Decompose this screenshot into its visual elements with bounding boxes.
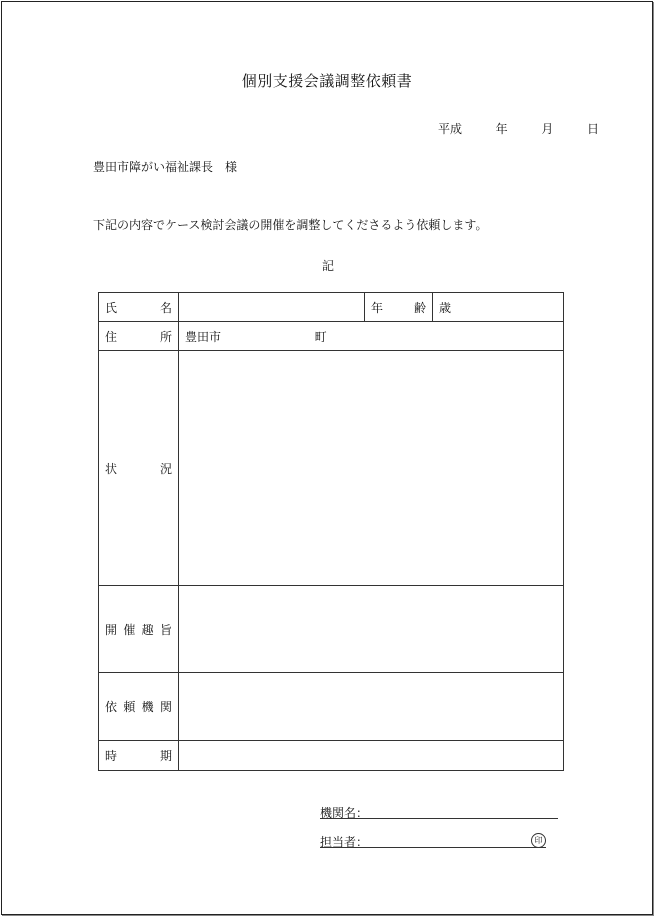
ki-heading: 記 [322,259,335,273]
row-agency [99,673,564,741]
agency-label-cell [99,673,179,741]
address-label-1: 住 [105,329,118,344]
row-name [99,293,564,322]
row-address [99,322,564,351]
period-label-cell [99,741,179,771]
person-label: 担当者： [320,835,369,849]
situation-field[interactable] [179,351,564,586]
agency-label-3: 機 [141,700,154,714]
date-day: 日 [587,122,600,136]
name-label-cell [99,293,179,322]
age-label-1: 年 [371,300,384,315]
agency-label-4: 関 [159,700,172,714]
purpose-label-3: 趣 [141,622,154,637]
purpose-label-2: 催 [123,622,136,637]
age-label-2: 齢 [413,300,426,315]
purpose-label-cell [99,586,179,673]
purpose-label-1: 開 [105,622,118,637]
agency-label-1: 依 [105,700,118,714]
situation-label-cell [99,351,179,586]
request-text: 下記の内容でケース検討会議の開催を調整してくださるよう依頼します。 [93,218,488,232]
org-name-line[interactable] [320,818,558,819]
address-field[interactable] [179,322,564,351]
name-field[interactable] [179,293,365,322]
date-line [438,120,599,137]
situation-label-1: 状 [105,461,118,476]
document-title: 個別支援会議調整依頼書 [241,72,413,90]
date-era: 平成 [438,122,463,136]
address-town: 町 [314,329,327,344]
name-label-1: 氏 [105,300,118,315]
addressee: 豊田市障がい福祉課長 様 [93,160,238,174]
age-unit: 歳 [439,300,452,315]
seal-mark: 印 [531,833,546,848]
agency-field[interactable] [179,673,564,741]
request-form-table [98,292,564,771]
org-name-label: 機関名： [320,806,369,820]
agency-label-2: 頼 [123,700,136,714]
purpose-field[interactable] [179,586,564,673]
row-situation [99,351,564,586]
person-line[interactable] [320,847,546,848]
row-purpose [99,586,564,673]
age-field[interactable] [433,293,564,322]
period-field[interactable] [179,741,564,771]
name-label-2: 名 [159,300,172,315]
purpose-label-4: 旨 [159,622,172,637]
row-period [99,741,564,771]
period-label-2: 期 [159,749,172,763]
address-label-2: 所 [159,329,172,344]
situation-label-2: 況 [159,461,172,476]
date-year: 年 [495,122,508,136]
age-label-cell [365,293,433,322]
address-label-cell [99,322,179,351]
date-month: 月 [541,122,554,136]
period-label-1: 時 [105,749,118,763]
address-city: 豊田市 [185,329,222,344]
